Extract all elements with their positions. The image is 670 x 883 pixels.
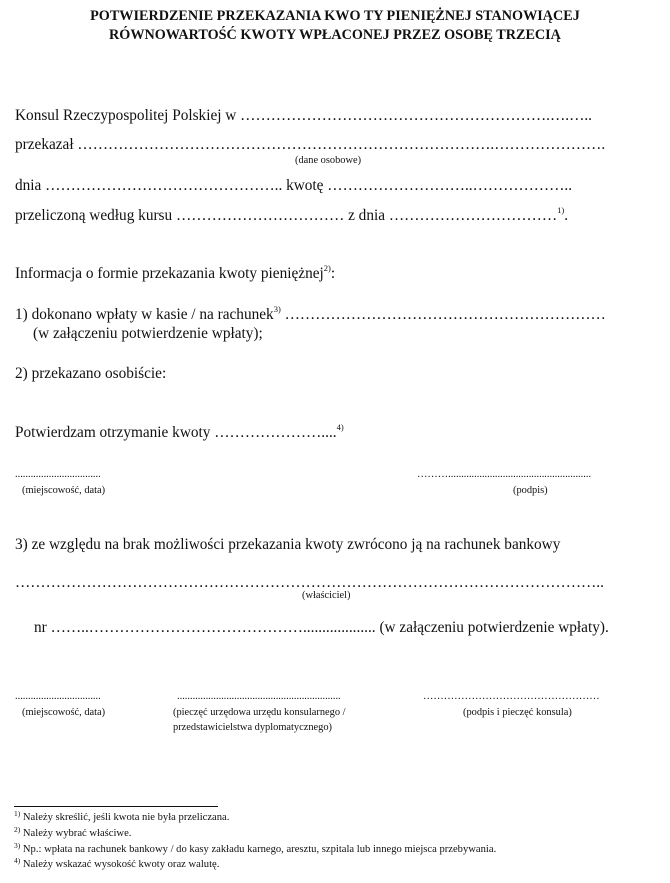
- exchange-rate-text: przeliczoną według kursu …………………………… z dnia ……………………………: [15, 207, 558, 224]
- option-1-line: [15, 304, 606, 323]
- document-title-line-1: POTWIERDZENIE PRZEKAZANIA KWO TY PIENIĘŻNEJ STANOWIĄCEJ: [90, 8, 580, 24]
- footnote-divider: [14, 806, 218, 807]
- footnote-ref-1: 1): [557, 205, 565, 215]
- personal-data-label: (dane osobowe): [295, 155, 362, 166]
- place-date-dots-2: .................................: [15, 691, 101, 702]
- consul-line: Konsul Rzeczypospolitej Polskiej w …………………………………………………….….…..: [15, 107, 593, 124]
- footnote-2-text: Należy wybrać właściwe.: [20, 828, 132, 839]
- document-title-line-2: RÓWNOWARTOŚĆ KWOTY WPŁACONEJ PRZEZ OSOBĘ TRZECIĄ: [109, 27, 561, 43]
- footnote-3: [14, 841, 497, 856]
- option-2-line: 2) przekazano osobiście:: [15, 365, 167, 382]
- transferred-line: przekazał ……………………………………………………………………….………………….: [15, 136, 606, 153]
- official-stamp-label-line-2: przedstawicielstwa dyplomatycznego): [173, 722, 332, 733]
- option-1-attachment-note: (w załączeniu potwierdzenie wpłaty);: [33, 325, 263, 342]
- footnote-1-number: 1): [14, 809, 21, 818]
- footnote-1-text: Należy skreślić, jeśli kwota nie była przeliczana.: [20, 812, 230, 823]
- official-stamp-label-line-1: (pieczęć urzędowa urzędu konsularnego /: [173, 707, 346, 718]
- option-1-text: 1) dokonano wpłaty w kasie / na rachunek: [15, 306, 274, 323]
- official-stamp-dots: ...............................................................: [177, 691, 341, 702]
- footnote-3-text: Np.: wpłata na rachunek bankowy / do kasy zakładu karnego, aresztu, szpitala lub innego miejsca przebywania.: [20, 844, 497, 855]
- footnote-ref-2: 2): [323, 263, 331, 273]
- footnote-ref-3: 3): [273, 304, 281, 314]
- info-text: Informacja o formie przekazania kwoty pieniężnej: [15, 265, 324, 282]
- option-3-line: 3) ze względu na brak możliwości przekazania kwoty zwrócono ją na rachunek bankowy: [15, 536, 561, 553]
- footnote-2: [14, 825, 132, 840]
- info-colon: :: [330, 265, 336, 282]
- place-date-label-2: (miejscowość, data): [22, 707, 106, 718]
- date-amount-line: dnia ……………………………………….. kwotę ………………………..………………..: [15, 177, 573, 194]
- exchange-rate-end: .: [564, 207, 569, 224]
- owner-label: (właściciel): [302, 590, 351, 601]
- transfer-form-info-heading: [15, 263, 336, 282]
- place-date-dots-1: .................................: [15, 469, 101, 480]
- footnote-4-number: 4): [14, 856, 21, 865]
- owner-dots: ……………………………………………………………………………………………………..: [15, 574, 604, 591]
- place-date-label-1: (miejscowość, data): [22, 485, 106, 496]
- footnote-1: [14, 809, 230, 824]
- footnote-4: [14, 856, 220, 871]
- confirmation-line: [15, 422, 344, 441]
- signature-label-1: (podpis): [513, 485, 548, 496]
- footnote-4-text: Należy wskazać wysokość kwoty oraz walutę.: [20, 859, 220, 870]
- account-number-line: nr ……..……………………………………................... (w załączeniu potwierdzenie wpłaty).: [34, 619, 609, 636]
- consul-signature-dots: ……………………………………………: [423, 691, 600, 702]
- consul-signature-label: (podpis i pieczęć konsula): [463, 707, 572, 718]
- exchange-rate-line: [15, 205, 569, 224]
- signature-dots-1: ……….......................................................: [417, 469, 592, 480]
- footnote-3-number: 3): [14, 841, 21, 850]
- footnote-2-number: 2): [14, 825, 21, 834]
- confirmation-text: Potwierdzam otrzymanie kwoty …………………....: [15, 424, 337, 441]
- footnote-ref-4: 4): [336, 422, 344, 432]
- option-1-dots: ………………………………………………………: [280, 306, 606, 323]
